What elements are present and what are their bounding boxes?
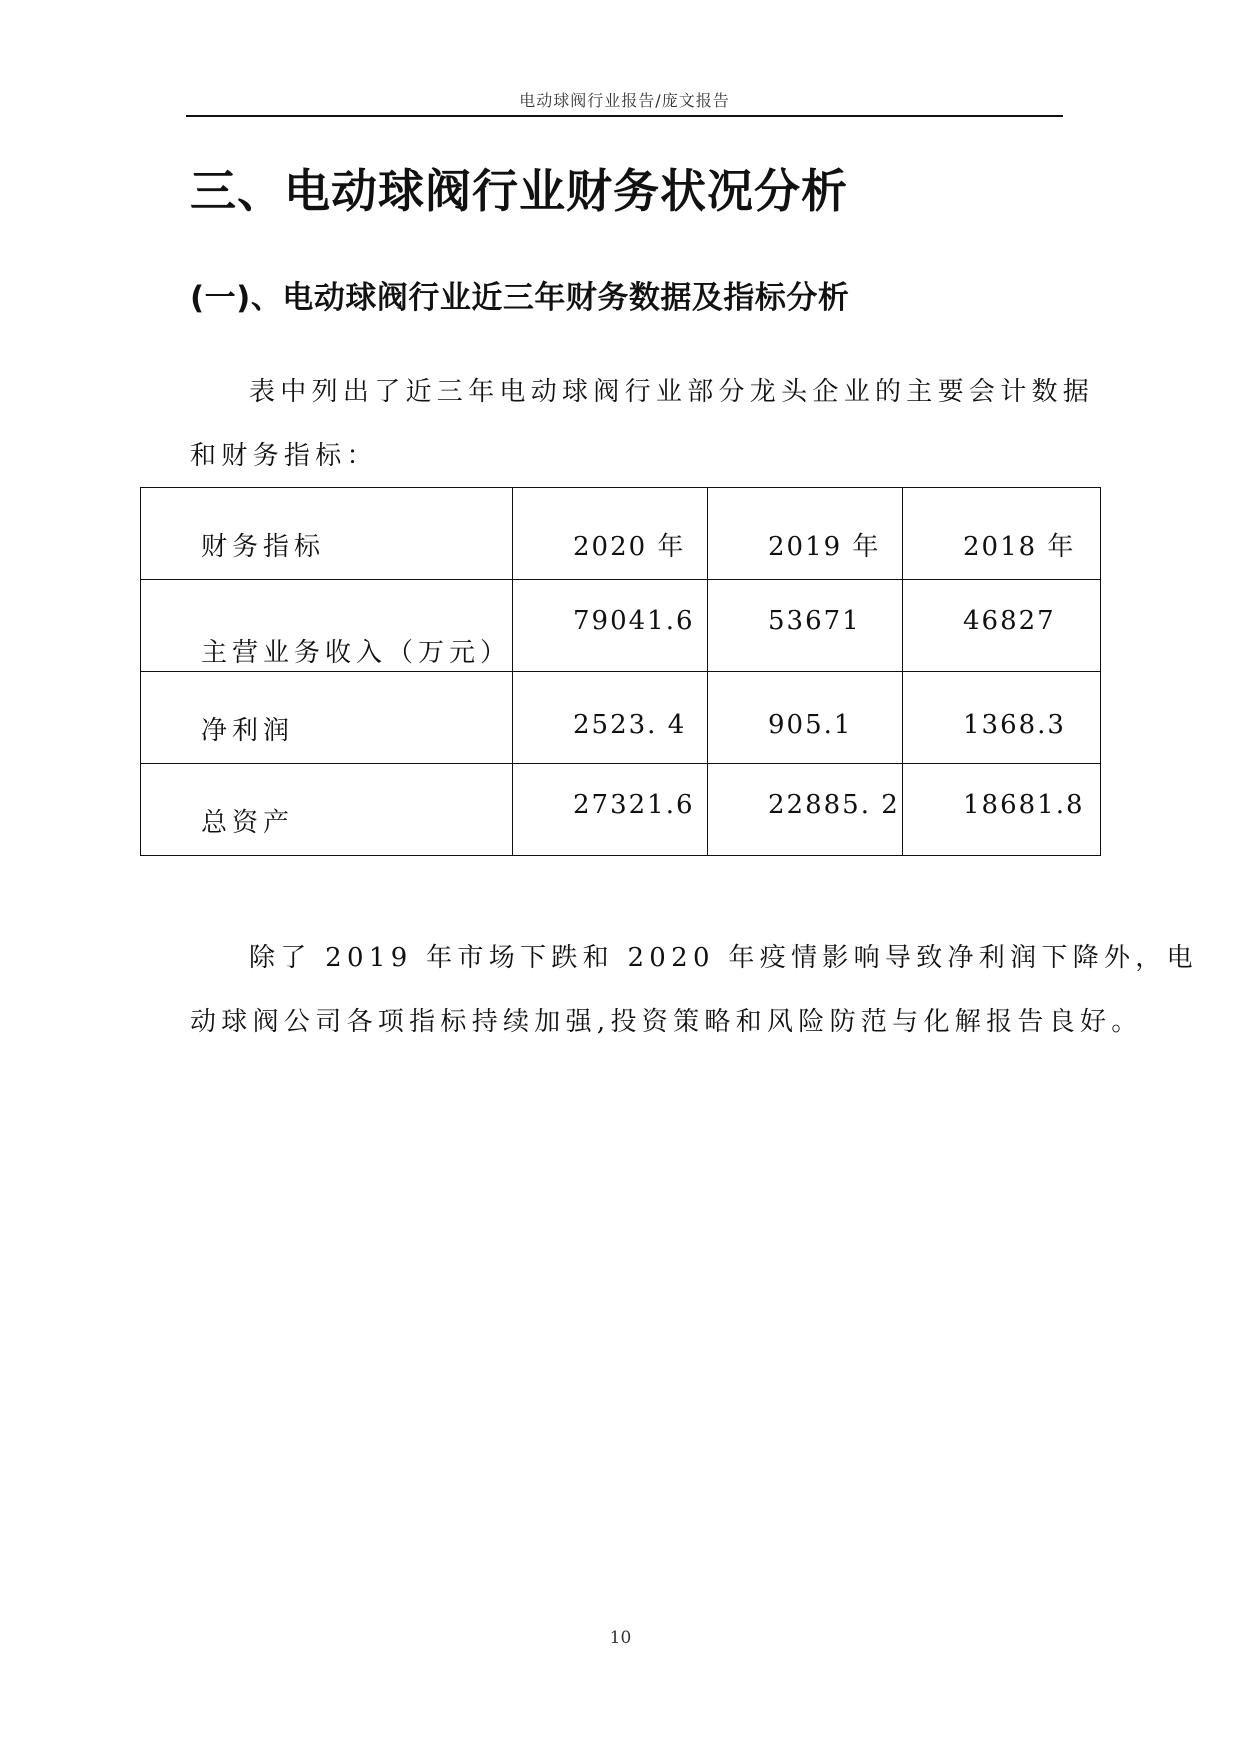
table-row — [141, 580, 1101, 672]
value-cell: 905.1 — [708, 672, 903, 764]
table-row — [141, 672, 1101, 764]
row-label-cell: 总资产 — [141, 764, 513, 856]
value-cell: 2523. 4 — [513, 672, 708, 764]
table-header-cell: 2018 年 — [903, 488, 1101, 580]
table-header-cell: 2020 年 — [513, 488, 708, 580]
intro-paragraph — [190, 360, 1095, 488]
intro-line: 和财务指标： — [190, 441, 378, 471]
value-cell: 1368.3 — [903, 672, 1101, 764]
value-cell: 27321.6 — [513, 764, 708, 856]
financial-table — [140, 487, 1101, 856]
table-header-row — [141, 488, 1101, 580]
header-rule — [186, 115, 1063, 117]
value-cell: 53671 — [708, 580, 903, 672]
table-header-cell: 财务指标 — [141, 488, 513, 580]
table-header-cell: 2019 年 — [708, 488, 903, 580]
value-cell: 22885. 2 — [708, 764, 903, 856]
row-label-cell: 净利润 — [141, 672, 513, 764]
conclusion-line: 动球阀公司各项指标持续加强,投资策略和风险防范与化解报告良好。 — [190, 1007, 1143, 1037]
section-subtitle: (一)、电动球阀行业近三年财务数据及指标分析 — [190, 280, 850, 316]
value-cell: 46827 — [903, 580, 1101, 672]
value-cell: 79041.6 — [513, 580, 708, 672]
section-title: 三、电动球阀行业财务状况分析 — [190, 164, 848, 218]
conclusion-line: 除了 2019 年市场下跌和 2020 年疫情影响导致净利润下降外，电 — [249, 943, 1198, 973]
running-header: 电动球阀行业报告/庞文报告 — [519, 91, 730, 110]
value-cell: 18681.8 — [903, 764, 1101, 856]
table-row — [141, 764, 1101, 856]
intro-line: 表中列出了近三年电动球阀行业部分龙头企业的主要会计数据 — [249, 377, 1095, 407]
conclusion-paragraph — [190, 926, 1198, 1054]
page-number: 10 — [609, 1628, 632, 1648]
row-label-cell: 主营业务收入（万元） — [141, 580, 513, 672]
